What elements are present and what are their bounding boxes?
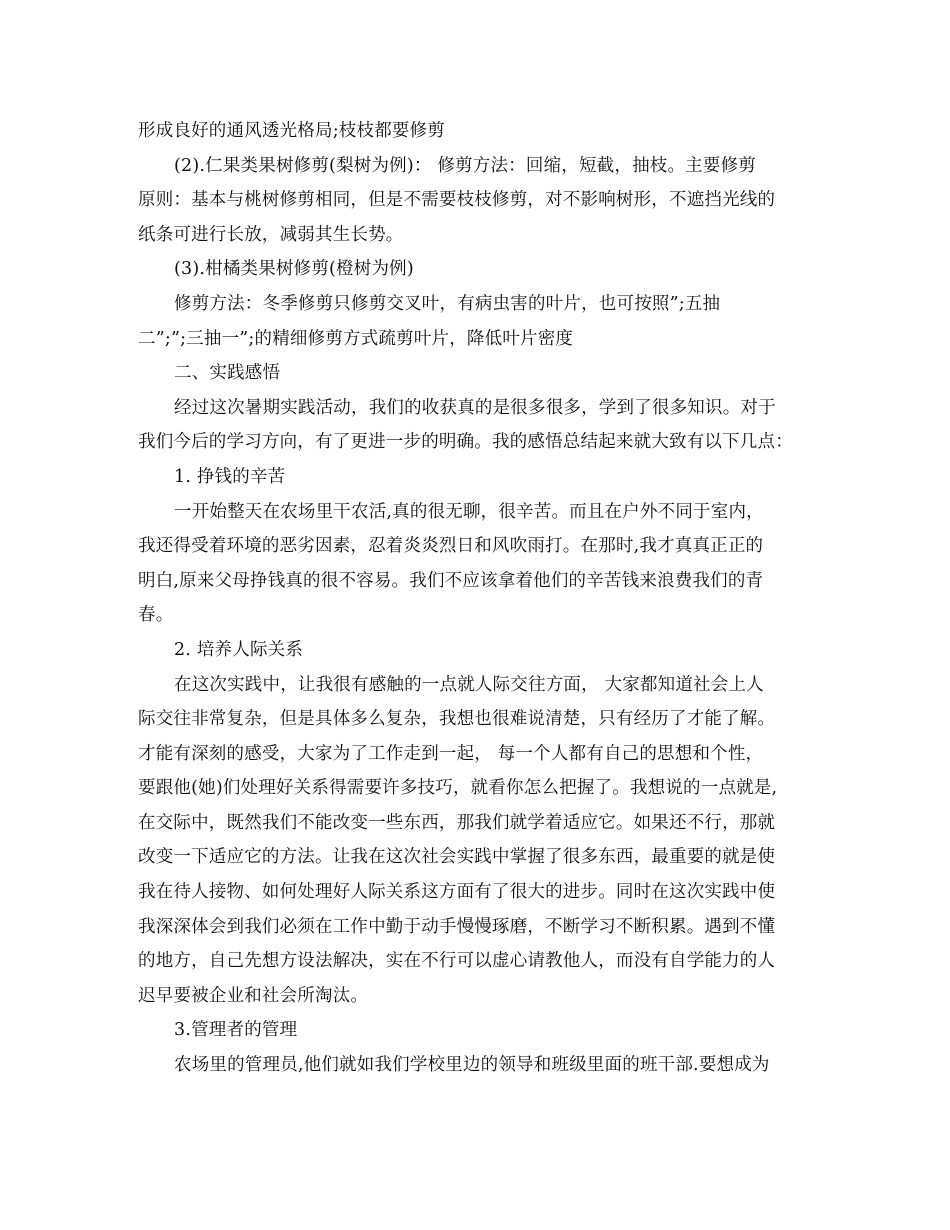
text-line: 明白,原来父母挣钱真的很不容易。我们不应该拿着他们的辛苦钱来浪费我们的青 — [138, 570, 764, 591]
text-line: 我还得受着环境的恶劣因素，忍着炎炎烈日和风吹雨打。在那时,我才真真正正的 — [138, 536, 764, 557]
text-line: 原则：基本与桃树修剪相同，但是不需要枝枝修剪，对不影响树形，不遮挡光线的 — [138, 190, 776, 211]
text-line: 3.管理者的管理 — [174, 1020, 298, 1041]
text-line: 春。 — [138, 605, 174, 626]
text-line: 形成良好的通风透光格局;枝枝都要修剪 — [138, 121, 445, 141]
text-line: 要跟他(她)们处理好关系得需要许多技巧，就看你怎么把握了。我想说的一点就是, — [138, 778, 778, 799]
text-line: 一开始整天在农场里干农活,真的很无聊，很辛苦。而且在户外不同于室内， — [174, 501, 764, 522]
text-line: 二”;”;三抽一”;的精细修剪方式疏剪叶片，降低叶片密度 — [138, 328, 574, 349]
text-line: 我们今后的学习方向，有了更进一步的明确。我的感悟总结起来就大致有以下几点： — [138, 432, 793, 453]
text-line: 经过这次暑期实践活动，我们的收获真的是很多很多，学到了很多知识。对于 — [174, 397, 776, 418]
text-line: 1. 挣钱的辛苦 — [174, 466, 286, 487]
text-line: (3).柑橘类果树修剪(橙树为例) — [174, 259, 414, 280]
text-line: (2).仁果类果树修剪(梨树为例)： 修剪方法：回缩，短截，抽枝。主要修剪 — [174, 155, 756, 176]
text-line: 在这次实践中，让我很有感触的一点就人际交往方面， 大家都知道社会上人 — [174, 674, 764, 695]
text-line: 2. 培养人际关系 — [174, 639, 304, 660]
document-page — [138, 114, 828, 1083]
text-line: 二、实践感悟 — [174, 363, 281, 384]
text-line: 我深深体会到我们必须在工作中勤于动手慢慢琢磨，不断学习不断积累。遇到不懂 — [138, 916, 776, 937]
text-line: 改变一下适应它的方法。让我在这次社会实践中掌握了很多东西，最重要的就是使 — [138, 847, 776, 868]
text-line: 在交际中，既然我们不能改变一些东西，那我们就学着适应它。如果还不行，那就 — [138, 812, 776, 833]
text-line: 农场里的管理员,他们就如我们学校里边的领导和班级里面的班干部.要想成为 — [174, 1055, 770, 1076]
text-line: 才能有深刻的感受，大家为了工作走到一起， 每一个人都有自己的思想和个性， — [138, 743, 764, 764]
text-line: 际交往非常复杂，但是具体多么复杂，我想也很难说清楚，只有经历了才能了解。 — [138, 709, 776, 730]
text-line: 修剪方法：冬季修剪只修剪交叉叶，有病虫害的叶片，也可按照”;五抽 — [174, 293, 721, 314]
text-line: 纸条可进行长放，减弱其生长势。 — [138, 224, 404, 245]
text-line: 的地方，自己先想方设法解决，实在不行可以虚心请教他人，而没有自学能力的人 — [138, 951, 776, 972]
text-line: 我在待人接物、如何处理好人际关系这方面有了很大的进步。同时在这次实践中使 — [138, 882, 776, 903]
text-line: 迟早要被企业和社会所淘汰。 — [138, 985, 369, 1006]
